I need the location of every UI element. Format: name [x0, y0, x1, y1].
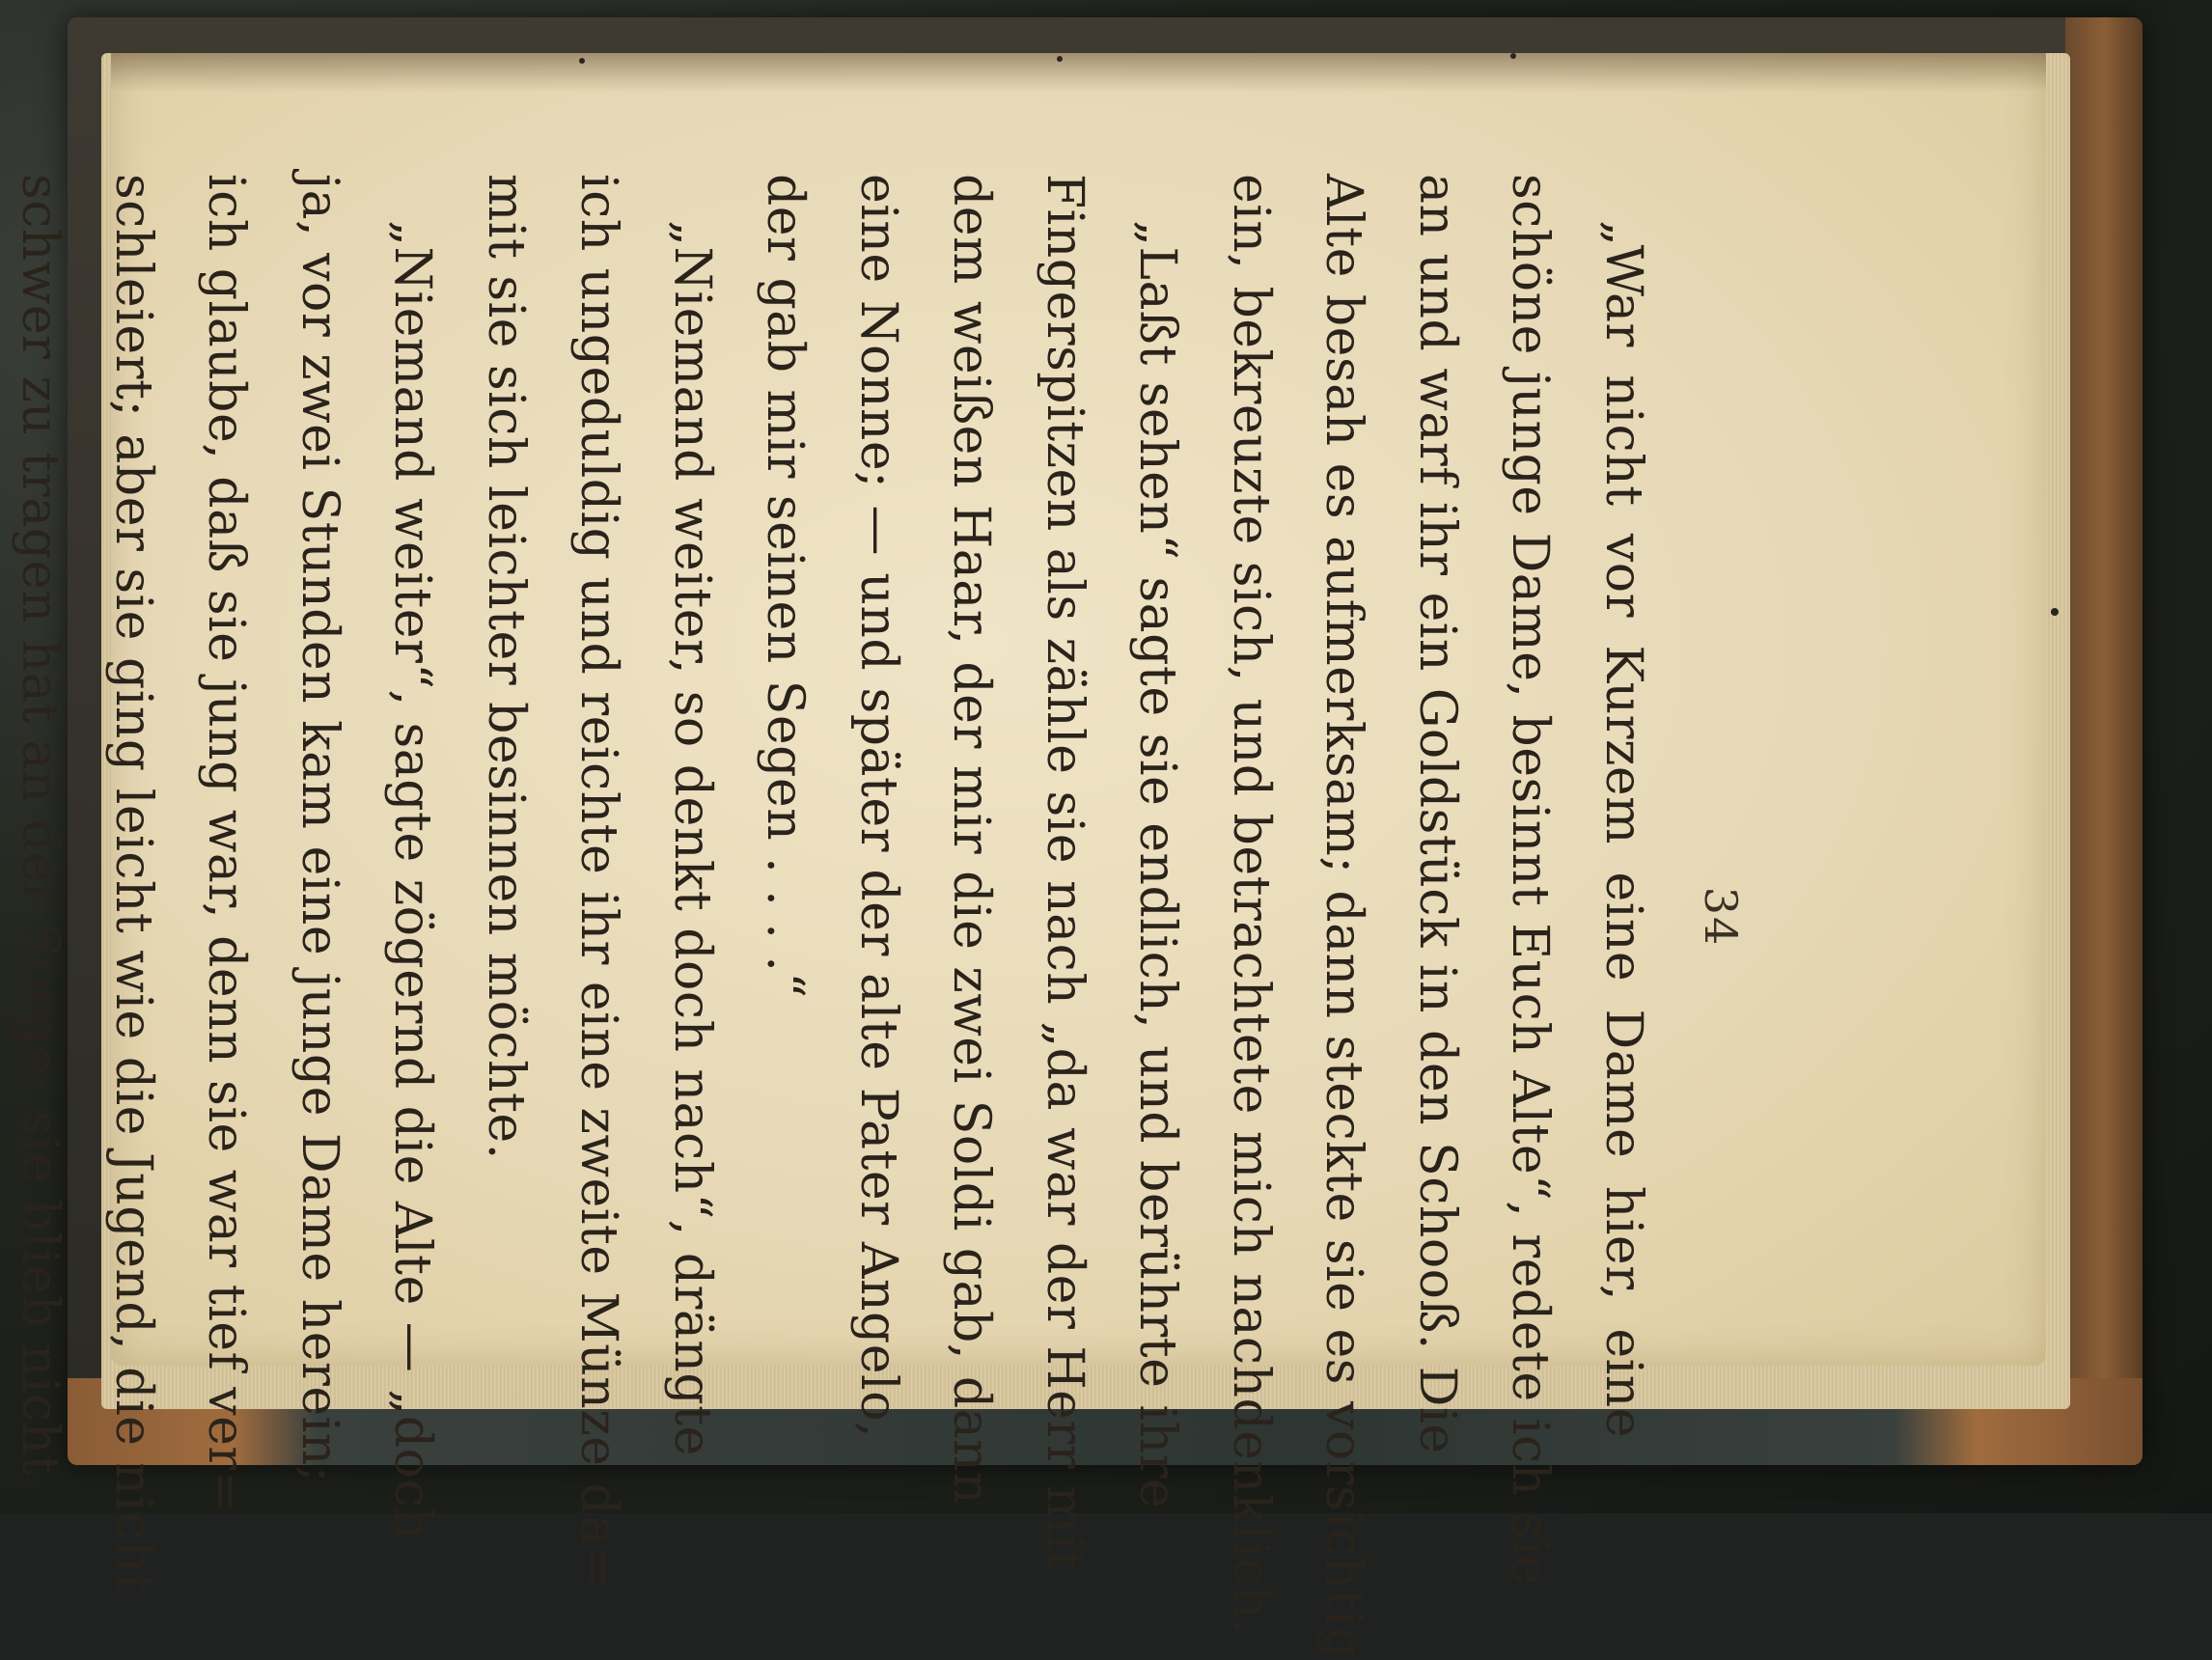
text-line: schwer zu tragen hat an der Sorge; sie blieb nicht: [11, 174, 69, 1476]
ink-speck: [2051, 608, 2059, 616]
text-line: mit sie sich leichter besinnen möchte.: [477, 174, 535, 1160]
gutter-shadow: [111, 53, 2046, 92]
text-line: an und warf ihr ein Goldstück in den Schooß. Die: [1408, 174, 1466, 1454]
text-line: eine Nonne; — und später der alte Pater Angelo,: [849, 174, 907, 1438]
text-line: „War nicht vor Kurzem eine Dame hier, eine: [1594, 220, 1652, 1438]
page-number: 34: [1695, 886, 1747, 948]
page-text: [0, 174, 1670, 1660]
text-line: ich glaube, daß sie jung war, denn sie war tief ver=: [197, 174, 256, 1513]
text-line: der gab mir seinen Segen . . . .“: [756, 174, 815, 999]
book-cover-edge: [2065, 17, 2143, 1465]
text-line: ja, vor zwei Stunden kam eine junge Dame herein;: [290, 174, 348, 1483]
text-line: „Niemand weiter“, sagte zögernd die Alte — „doch: [383, 220, 442, 1540]
binding-mark: [1057, 56, 1063, 62]
text-line: Alte besah es aufmerksam; dann steckte sie es vorsichtig: [1314, 174, 1373, 1660]
text-line: ich ungeduldig und reichte ihr eine zweite Münze da=: [569, 174, 628, 1589]
text-line: „Niemand weiter, so denkt doch nach“, drängte: [663, 220, 721, 1456]
text-line: ein, bekreuzte sich, und betrachtete mich nachdenklich.: [1222, 174, 1280, 1636]
text-line: „Laßt sehen“ sagte sie endlich, und berührte ihre: [1128, 220, 1187, 1509]
text-line: schöne junge Dame, besinnt Euch Alte“, redete ich sie: [1501, 174, 1560, 1587]
text-line: schleiert; aber sie ging leicht wie die Jugend, die nicht: [104, 174, 162, 1594]
page-content: [11, 174, 1747, 1660]
text-line: dem weißen Haar, der mir die zwei Soldi gab, dann: [942, 174, 1001, 1506]
text-line: Fingerspitzen als zähle sie nach „da war der Herr mit: [1036, 174, 1093, 1571]
binding-mark: [1510, 53, 1516, 59]
binding-mark: [579, 58, 585, 64]
